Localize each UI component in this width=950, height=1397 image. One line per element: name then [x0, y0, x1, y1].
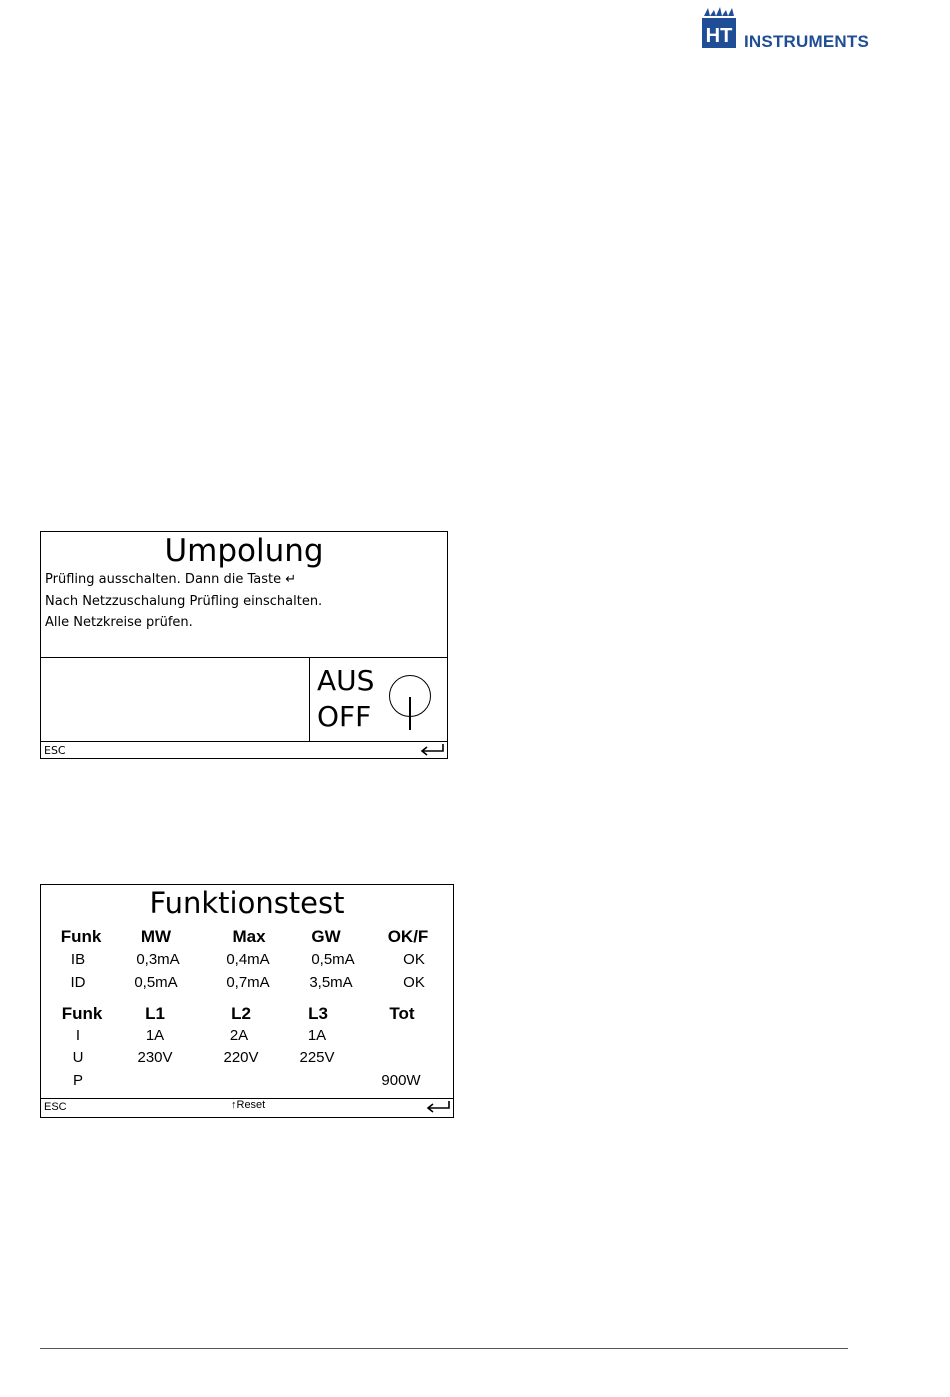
col-header-gw: GW — [311, 927, 341, 946]
table-cell: U — [72, 1049, 84, 1066]
col-header-funk: Funk — [60, 927, 102, 946]
col-header-max: Max — [232, 927, 266, 946]
instruction-line-3: Alle Netzkreise prüfen. — [45, 615, 193, 630]
state-label-en: OFF — [317, 700, 372, 733]
svg-text:HT: HT — [705, 25, 733, 47]
instruction-line-2: Nach Netzzuschalung Prüfling einschalten. — [45, 594, 323, 609]
power-off-icon-stem — [409, 697, 411, 730]
screen-title: Umpolung — [164, 533, 324, 569]
table-cell: 1A — [307, 1027, 327, 1044]
col-header-l3: L3 — [308, 1004, 328, 1023]
umpolung-screen — [40, 531, 448, 759]
reset-button[interactable]: ↑Reset — [231, 1099, 266, 1111]
col-header-mw: MW — [140, 927, 172, 946]
brand-logo — [700, 4, 880, 50]
table-cell: 0,5mA — [311, 951, 355, 968]
table-cell: 0,3mA — [136, 951, 180, 968]
table-cell: 230V — [137, 1049, 173, 1066]
enter-icon[interactable] — [419, 743, 445, 757]
col-header-funk: Funk — [61, 1004, 103, 1023]
ht-logo-icon — [700, 4, 740, 50]
table-cell: 220V — [223, 1049, 259, 1066]
table-cell: P — [72, 1072, 84, 1089]
table-cell: 3,5mA — [309, 974, 353, 991]
enter-icon[interactable] — [425, 1100, 451, 1114]
state-label-de: AUS — [317, 664, 375, 697]
esc-button[interactable]: ESC — [44, 1101, 67, 1113]
table-cell: 0,5mA — [134, 974, 178, 991]
table-cell: 225V — [299, 1049, 335, 1066]
table-cell: 900W — [381, 1072, 421, 1089]
col-header-l1: L1 — [145, 1004, 165, 1023]
table-cell: IB — [70, 951, 86, 968]
col-header-l2: L2 — [231, 1004, 251, 1023]
table-cell: OK — [403, 974, 425, 991]
esc-button[interactable]: ESC — [44, 744, 66, 757]
footer-divider — [41, 741, 447, 742]
table-cell: 2A — [229, 1027, 249, 1044]
instruction-line-1: Prüfling ausschalten. Dann die Taste ↵ — [45, 572, 297, 587]
divider — [41, 657, 447, 658]
divider — [309, 657, 310, 741]
table-cell: OK — [403, 951, 425, 968]
page-footer-rule — [40, 1348, 848, 1349]
table-cell: ID — [70, 974, 86, 991]
brand-name: INSTRUMENTS — [744, 32, 869, 51]
table-cell: 0,7mA — [226, 974, 270, 991]
table-cell: I — [75, 1027, 81, 1044]
col-header-tot: Tot — [389, 1004, 415, 1023]
table-cell: 1A — [145, 1027, 165, 1044]
funktionstest-screen — [40, 884, 454, 1118]
table-cell: 0,4mA — [226, 951, 270, 968]
col-header-okf: OK/F — [387, 927, 429, 946]
screen-title: Funktionstest — [149, 886, 345, 920]
